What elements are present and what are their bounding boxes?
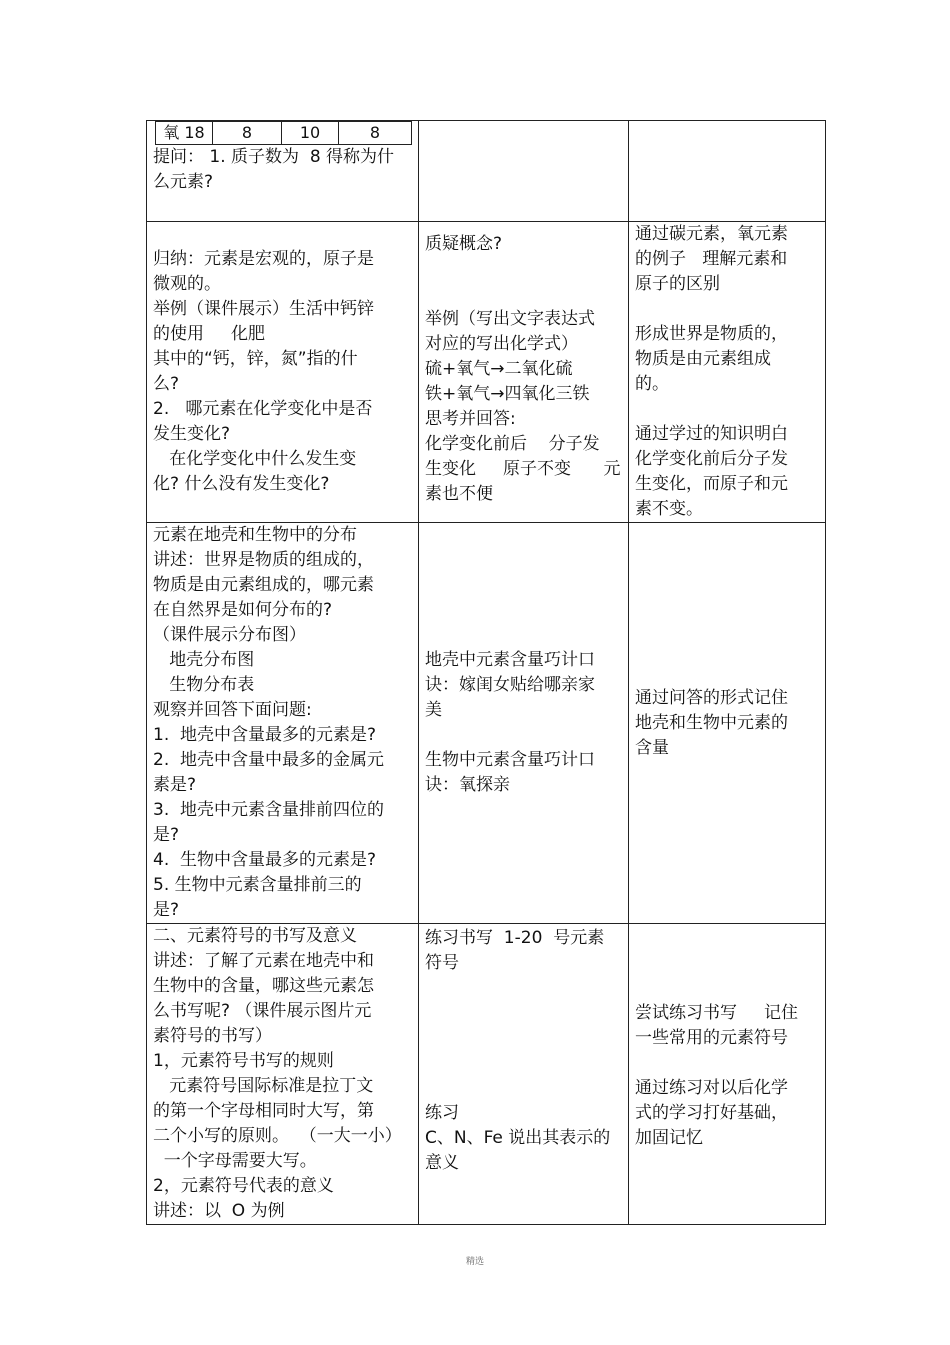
text-line: 在自然界是如何分布的? — [153, 600, 333, 620]
row4-col3 — [629, 924, 826, 1225]
text-line: 是? — [153, 900, 180, 920]
row1-col2 — [419, 121, 629, 222]
row3-col3 — [629, 523, 826, 924]
table-row — [147, 523, 826, 924]
atom-cell-protons: 8 — [213, 122, 282, 145]
text-line: 铁+氧气→四氧化三铁 — [425, 384, 590, 404]
text-line: 质疑概念? — [425, 234, 503, 254]
text-line: 发生变化? — [153, 424, 231, 444]
text-line: 5. 生物中元素含量排前三的 — [153, 875, 362, 895]
text-line: 观察并回答下面问题: — [153, 700, 312, 720]
text-line — [425, 1026, 622, 1051]
text-line: 元素符号国际标准是拉丁文 — [153, 1076, 374, 1096]
text-line: 硫+氧气→二氧化硫 — [425, 359, 573, 379]
row1-col1 — [147, 121, 419, 222]
text-line: 元素在地壳和生物中的分布 — [153, 525, 357, 545]
text-line — [425, 1051, 622, 1076]
text-line: 通过学过的知识明白 — [635, 424, 788, 444]
text-line: 2. 哪元素在化学变化中是否 — [153, 399, 373, 419]
text-line: 诀：氧探亲 — [425, 775, 510, 795]
table-row — [147, 222, 826, 523]
text-line — [635, 297, 819, 322]
text-line — [635, 926, 819, 951]
text-line: 3. 地壳中元素含量排前四位的 — [153, 800, 385, 820]
table-row — [147, 121, 826, 222]
atom-cell-electrons: 8 — [339, 122, 412, 145]
text-line: 其中的“钙，锌，氮”指的什 — [153, 349, 358, 369]
text-line: 素符号的书写） — [153, 1026, 272, 1046]
text-line: 美 — [425, 700, 442, 720]
text-line: 练习 — [425, 1103, 459, 1123]
atom-row — [156, 122, 412, 145]
text-line: 生变化 原子不变 元 — [425, 459, 621, 479]
text-line: 通过碳元素，氧元素 — [635, 224, 788, 244]
text-line: 原子的区别 — [635, 274, 720, 294]
row1-col3 — [629, 121, 826, 222]
text-line — [635, 1051, 819, 1076]
text-line: 尝试练习书写 记住 — [635, 1003, 799, 1023]
row3-col2 — [419, 523, 629, 924]
text-line: 举例（课件展示）生活中钙锌 — [153, 299, 374, 319]
text-line — [425, 1076, 622, 1101]
text-line: 一些常用的元素符号 — [635, 1028, 788, 1048]
text-line: 物质是由元素组成的，哪元素 — [153, 575, 374, 595]
atom-cell-element: 氧 18 — [156, 122, 213, 145]
text-line — [425, 976, 622, 1001]
row2-col3 — [629, 222, 826, 523]
text-line: 2. 地壳中含量中最多的金属元 — [153, 750, 385, 770]
text-line: 微观的。 — [153, 274, 221, 294]
text-line: 素也不便 — [425, 484, 493, 504]
text-line: 么? — [153, 374, 180, 394]
atom-cell-neutrons: 10 — [282, 122, 339, 145]
text-line: 么元素? — [153, 172, 214, 192]
lesson-table — [146, 120, 826, 1225]
text-line: 4. 生物中含量最多的元素是? — [153, 850, 377, 870]
text-line: 地壳中元素含量巧计口 — [425, 650, 595, 670]
text-line: 么书写呢? （课件展示图片元 — [153, 1001, 372, 1021]
text-line: 地壳分布图 — [153, 650, 255, 670]
text-line: 二、元素符号的书写及意义 — [153, 926, 357, 946]
text-line: 一个字母需要大写。 — [153, 1151, 317, 1171]
text-line — [425, 1001, 622, 1026]
text-line: 提问： 1. 质子数为 8 得称为什 — [153, 147, 395, 167]
text-line: 2，元素符号代表的意义 — [153, 1176, 334, 1196]
text-line: 讲述：世界是物质的组成的， — [153, 550, 374, 570]
text-line: 1，元素符号书写的规则 — [153, 1051, 334, 1071]
text-line: 是? — [153, 825, 180, 845]
text-line: 在化学变化中什么发生变 — [153, 449, 357, 469]
row2-col1 — [147, 222, 419, 523]
row3-col1 — [147, 523, 419, 924]
text-line: 的第一个字母相同时大写，第 — [153, 1101, 374, 1121]
text-line — [425, 723, 622, 748]
text-line — [635, 951, 819, 976]
row4-col2 — [419, 924, 629, 1225]
text-line: 通过练习对以后化学 — [635, 1078, 788, 1098]
text-line: 形成世界是物质的， — [635, 324, 788, 344]
text-line: 举例（写出文字表达式 — [425, 309, 595, 329]
text-line — [635, 976, 819, 1001]
text-line: 诀：嫁闺女贴给哪亲家 — [425, 675, 595, 695]
text-line: 化学变化前后 分子发 — [425, 434, 600, 454]
text-line — [425, 282, 622, 307]
text-line: 对应的写出化学式） — [425, 334, 578, 354]
text-line: 地壳和生物中元素的 — [635, 712, 788, 733]
text-line: 加固记忆 — [635, 1128, 703, 1148]
text-line: 的。 — [635, 374, 669, 394]
text-line: 符号 — [425, 953, 459, 973]
text-line: 的例子 理解元素和 — [635, 249, 788, 269]
text-line: 通过问答的形式记住 — [635, 687, 788, 708]
text-line: C、N、Fe 说出其表示的 — [425, 1128, 611, 1148]
text-line: 化? 什么没有发生变化? — [153, 474, 330, 494]
text-line: 化学变化前后分子发 — [635, 449, 788, 469]
text-line — [153, 222, 412, 247]
text-line: 生物分布表 — [153, 675, 255, 695]
text-line: 讲述：了解了元素在地壳中和 — [153, 951, 374, 971]
text-line: 二个小写的原则。 （一大一小） — [153, 1126, 402, 1146]
text-line: 讲述：以 O 为例 — [153, 1201, 285, 1221]
text-line — [425, 257, 622, 282]
text-line: 含量 — [635, 737, 669, 758]
text-line: 物质是由元素组成 — [635, 349, 771, 369]
text-line: 生物中元素含量巧计口 — [425, 750, 595, 770]
text-line: 1. 地壳中含量最多的元素是? — [153, 725, 377, 745]
text-line: 生变化，而原子和元 — [635, 474, 788, 494]
atom-table — [155, 121, 412, 145]
page-footer: 精选 — [465, 1257, 484, 1267]
text-line: 式的学习打好基础， — [635, 1103, 788, 1123]
text-line: 练习书写 1-20 号元素 — [425, 928, 605, 948]
text-line: 意义 — [425, 1153, 459, 1173]
text-line: 归纳：元素是宏观的，原子是 — [153, 249, 374, 269]
row4-col1 — [147, 924, 419, 1225]
table-row — [147, 924, 826, 1225]
row2-col2 — [419, 222, 629, 523]
text-line: 的使用 化肥 — [153, 324, 266, 344]
text-line: 素是? — [153, 775, 197, 795]
text-line: 思考并回答: — [425, 409, 516, 429]
text-line — [635, 397, 819, 422]
text-line: 素不变。 — [635, 499, 703, 519]
text-line: 生物中的含量，哪这些元素怎 — [153, 976, 374, 996]
text-line: （课件展示分布图） — [153, 625, 306, 645]
